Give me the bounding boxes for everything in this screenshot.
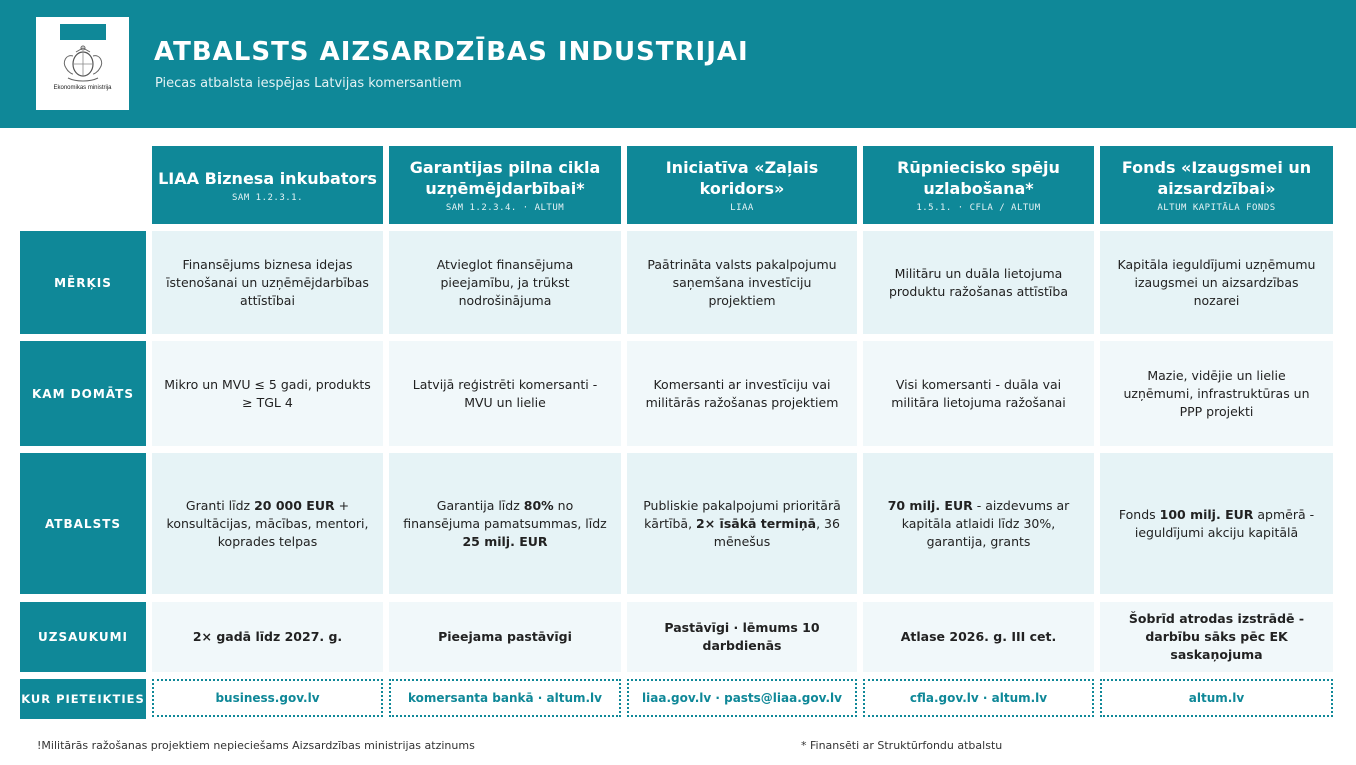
apply-link-cfla[interactable]: cfla.gov.lv · altum.lv (863, 679, 1094, 717)
column-subtitle: ALTUM KAPITĀLA FONDS (1157, 203, 1276, 213)
row-label-atbalsts: ATBALSTS (20, 453, 146, 594)
apply-link-altum-bank[interactable]: komersanta bankā · altum.lv (389, 679, 621, 717)
footnote-structural-funds: * Finansēti ar Struktūrfondu atbalstu (801, 739, 1003, 752)
column-header-rupniecisko-speju (863, 146, 1094, 224)
cell-kam-5: Mazie, vidējie un lielie uzņēmumi, infrastruktūras un PPP projekti (1100, 341, 1333, 446)
page-header (0, 0, 1356, 128)
coat-of-arms-icon (58, 44, 108, 84)
column-header-zalais-koridors (627, 146, 857, 224)
cell-kam-3: Komersanti ar investīciju vai militārās ražošanas projektiem (627, 341, 857, 446)
column-header-liaa-inkubators (152, 146, 383, 224)
cell-atbalsts-5 (1100, 453, 1333, 594)
logo-bar (60, 24, 106, 40)
cell-merkis-2: Atvieglot finansējuma pieejamību, ja trūkst nodrošinājuma (389, 231, 621, 334)
cell-merkis-1: Finansējums biznesa idejas īstenošanai un uzņēmējdarbības attīstībai (152, 231, 383, 334)
cell-merkis-4: Militāru un duāla lietojuma produktu ražošanas attīstība (863, 231, 1094, 334)
apply-link-business[interactable]: business.gov.lv (152, 679, 383, 717)
column-header-fonds (1100, 146, 1333, 224)
cell-merkis-5: Kapitāla ieguldījumi uzņēmumu izaugsmei un aizsardzības nozarei (1100, 231, 1333, 334)
cell-kam-2: Latvijā reģistrēti komersanti - MVU un lielie (389, 341, 621, 446)
cell-atbalsts-4 (863, 453, 1094, 594)
cell-atbalsts-text: Granti līdz 20 000 EUR + konsultācijas, mācības, mentori, koprades telpas (166, 497, 369, 549)
footnote-military: !Militārās ražošanas projektiem nepieciešams Aizsardzības ministrijas atzinums (37, 739, 475, 752)
cell-atbalsts-text: Garantija līdz 80% no finansējuma pamatsummas, līdz 25 milj. EUR (403, 497, 607, 549)
row-label-merkis: MĒRĶIS (20, 231, 146, 334)
column-header-garantijas (389, 146, 621, 224)
row-label-uzsaukumi: UZSAUKUMI (20, 602, 146, 672)
cell-atbalsts-1 (152, 453, 383, 594)
column-subtitle: SAM 1.2.3.4. · ALTUM (445, 203, 565, 213)
cell-uzsaukumi-1: 2× gadā līdz 2027. g. (152, 602, 383, 672)
cell-atbalsts-text: Fonds 100 milj. EUR apmērā - ieguldījumi akciju kapitālā (1118, 506, 1315, 540)
column-title: Rūpniecisko spēju uzlabošana* (897, 158, 1060, 198)
column-subtitle: SAM 1.2.3.1. (231, 192, 304, 203)
cell-kam-4: Visi komersanti - duāla vai militāra lietojuma ražošanai (863, 341, 1094, 446)
column-subtitle: LIAA (730, 203, 754, 213)
column-title: Iniciatīva «Zaļais koridors» (665, 158, 819, 198)
logo-text: Ekonomikas ministrija (53, 85, 112, 91)
column-title: LIAA Biznesa inkubators (158, 168, 377, 188)
row-label-kur-pieteikties: KUR PIETEIKTIES (20, 679, 146, 719)
cell-uzsaukumi-2: Pieejama pastāvīgi (389, 602, 621, 672)
apply-link-liaa[interactable]: liaa.gov.lv · pasts@liaa.gov.lv (627, 679, 857, 717)
row-label-kam-domats: KAM DOMĀTS (20, 341, 146, 446)
cell-atbalsts-3 (627, 453, 857, 594)
cell-atbalsts-text: 70 milj. EUR - aizdevums ar kapitāla atlaidi līdz 30%, garantija, grants (887, 497, 1070, 549)
cell-atbalsts-text: Publiskie pakalpojumi prioritārā kārtībā, 2× īsākā termiņā, 36 mēnešus (643, 497, 841, 549)
page-title: ATBALSTS AIZSARDZĪBAS INDUSTRIJAI (154, 37, 749, 67)
cell-atbalsts-2 (389, 453, 621, 594)
page-subtitle: Piecas atbalsta iespējas Latvijas komersantiem (155, 76, 462, 91)
cell-kam-1: Mikro un MVU ≤ 5 gadi, produkts ≥ TGL 4 (152, 341, 383, 446)
column-title: Garantijas pilna cikla uzņēmējdarbībai* (409, 158, 601, 198)
apply-link-altum[interactable]: altum.lv (1100, 679, 1333, 717)
cell-uzsaukumi-3: Pastāvīgi · lēmums 10 darbdienās (627, 602, 857, 672)
column-title: Fonds «Izaugsmei un aizsardzībai» (1121, 158, 1312, 198)
cell-merkis-3: Paātrināta valsts pakalpojumu saņemšana investīciju projektiem (627, 231, 857, 334)
column-subtitle: 1.5.1. · CFLA / ALTUM (916, 203, 1041, 213)
cell-uzsaukumi-5: Šobrīd atrodas izstrādē - darbību sāks pēc EK saskaņojuma (1100, 602, 1333, 672)
cell-uzsaukumi-4: Atlase 2026. g. III cet. (863, 602, 1094, 672)
ministry-logo (36, 17, 129, 110)
